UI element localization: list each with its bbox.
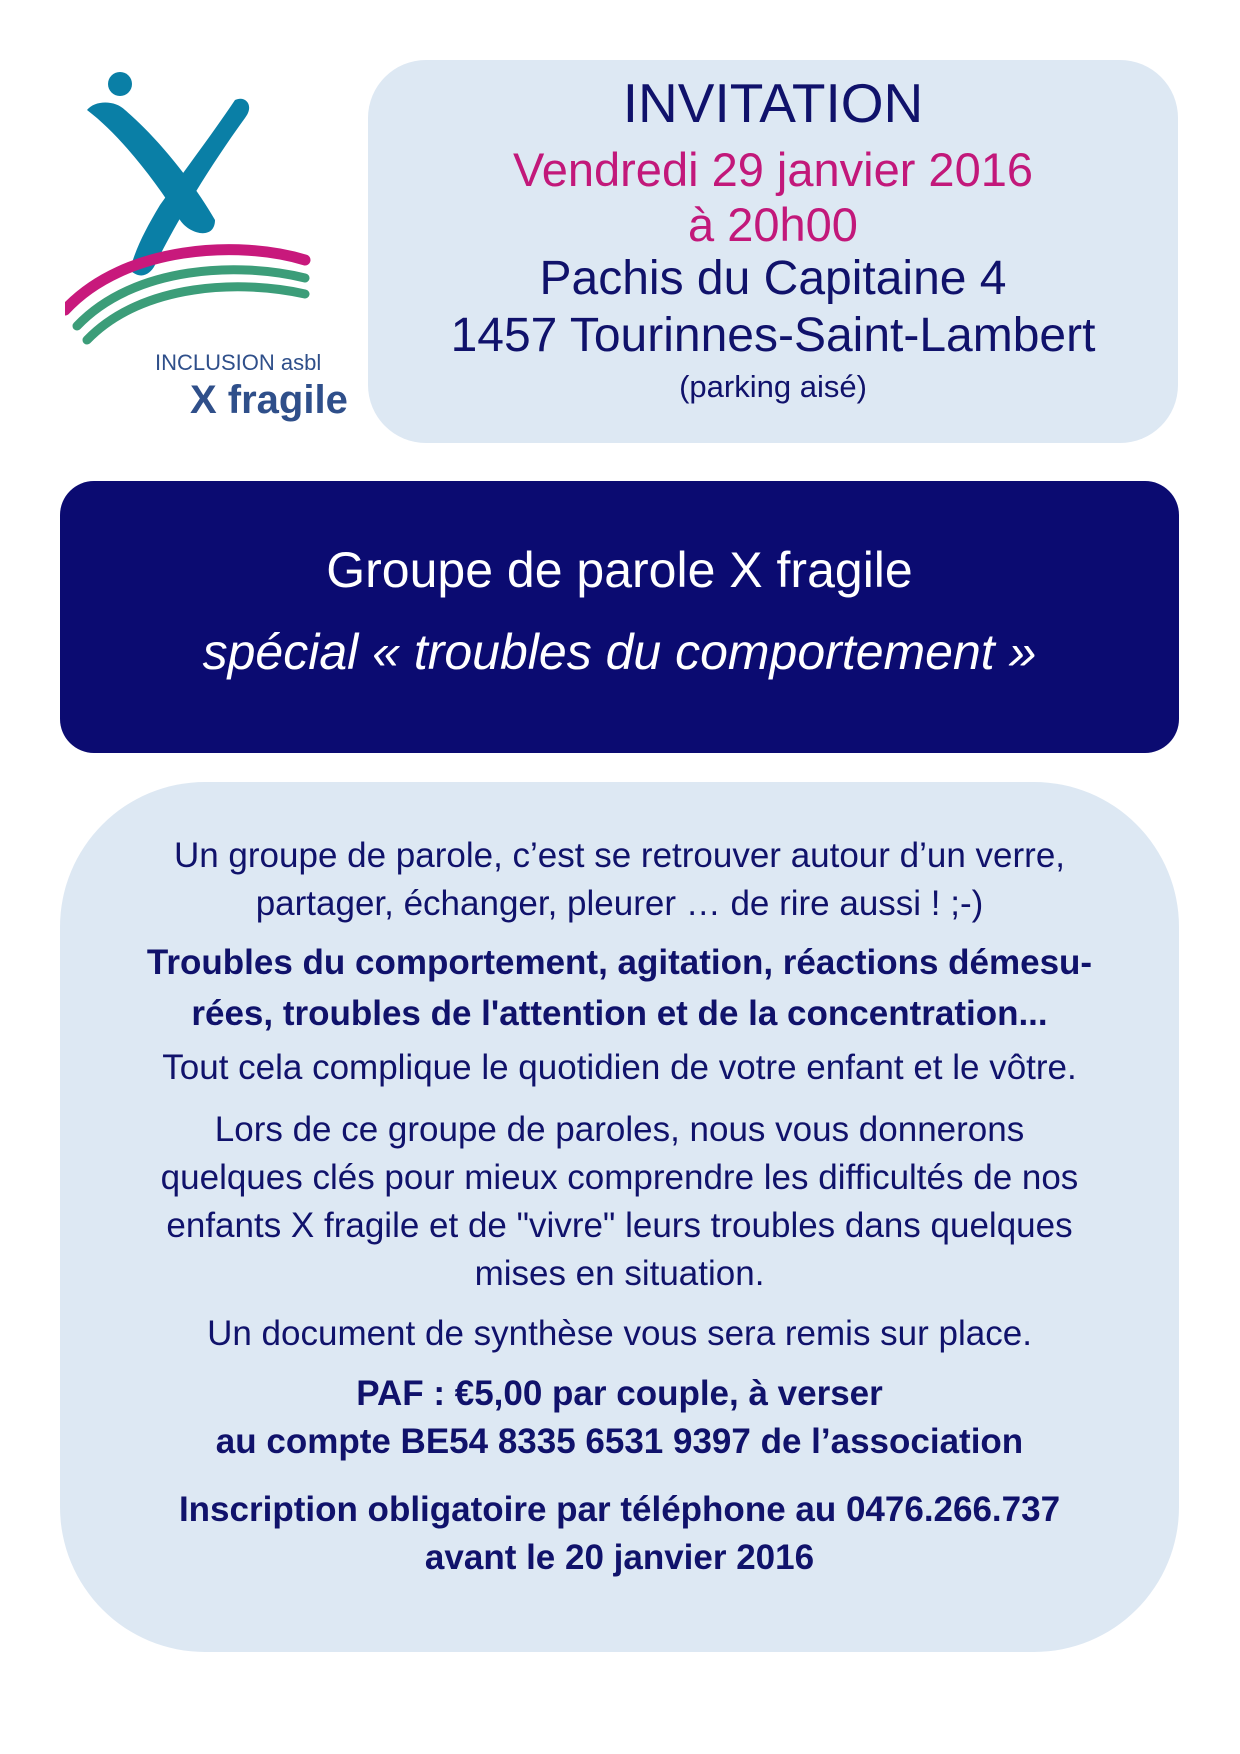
invitation-box <box>368 60 1178 443</box>
logo-brand-name: X fragile <box>190 378 348 422</box>
symptoms-line: Troubles du comportement, agitation, réactions démesu- <box>146 943 1093 982</box>
inclusion-x-fragile-logo <box>65 70 365 430</box>
banner-subtitle: spécial « troubles du comportement » <box>202 624 1037 680</box>
fee-line: au compte BE54 8335 6531 9397 de l’association <box>215 1422 1024 1461</box>
x-figure-logo-icon <box>65 70 365 370</box>
intro-line: Un groupe de parole, c’est se retrouver autour d’un verre, <box>173 836 1066 875</box>
address-city: 1457 Tourinnes-Saint-Lambert <box>450 309 1096 362</box>
registration-line: Inscription obligatoire par téléphone au 0476.266.737 <box>178 1490 1061 1529</box>
fee-line: PAF : €5,00 par couple, à verser <box>356 1374 883 1413</box>
document-paragraph: Un document de synthèse vous sera remis sur place. <box>207 1314 1032 1353</box>
topic-banner <box>60 481 1179 753</box>
event-date: Vendredi 29 janvier 2016 <box>512 143 1033 196</box>
address-street: Pachis du Capitaine 4 <box>539 252 1007 305</box>
banner-title: Groupe de parole X fragile <box>326 542 913 598</box>
logo-org-name: INCLUSION asbl <box>155 350 322 375</box>
registration-line: avant le 20 janvier 2016 <box>424 1538 815 1577</box>
impact-paragraph: Tout cela complique le quotidien de votre enfant et le vôtre. <box>162 1048 1077 1087</box>
description-box <box>60 782 1179 1652</box>
parking-note: (parking aisé) <box>679 369 867 404</box>
fee-paragraph <box>60 1370 1179 1466</box>
content-line: mises en situation. <box>474 1254 765 1293</box>
intro-paragraph <box>60 832 1179 928</box>
event-time: à 20h00 <box>688 198 858 251</box>
invitation-title: INVITATION <box>622 72 924 134</box>
content-line: quelques clés pour mieux comprendre les difficultés de nos <box>160 1158 1079 1197</box>
content-line: Lors de ce groupe de paroles, nous vous donnerons <box>214 1110 1025 1149</box>
intro-line: partager, échanger, pleurer … de rire aussi ! ;-) <box>255 884 984 923</box>
symptoms-line: rées, troubles de l'attention et de la concentration... <box>191 994 1048 1033</box>
registration-paragraph <box>60 1486 1179 1582</box>
symptoms-paragraph <box>60 937 1179 1039</box>
content-line: enfants X fragile et de "vivre" leurs troubles dans quelques <box>166 1206 1073 1245</box>
content-paragraph <box>60 1106 1179 1298</box>
